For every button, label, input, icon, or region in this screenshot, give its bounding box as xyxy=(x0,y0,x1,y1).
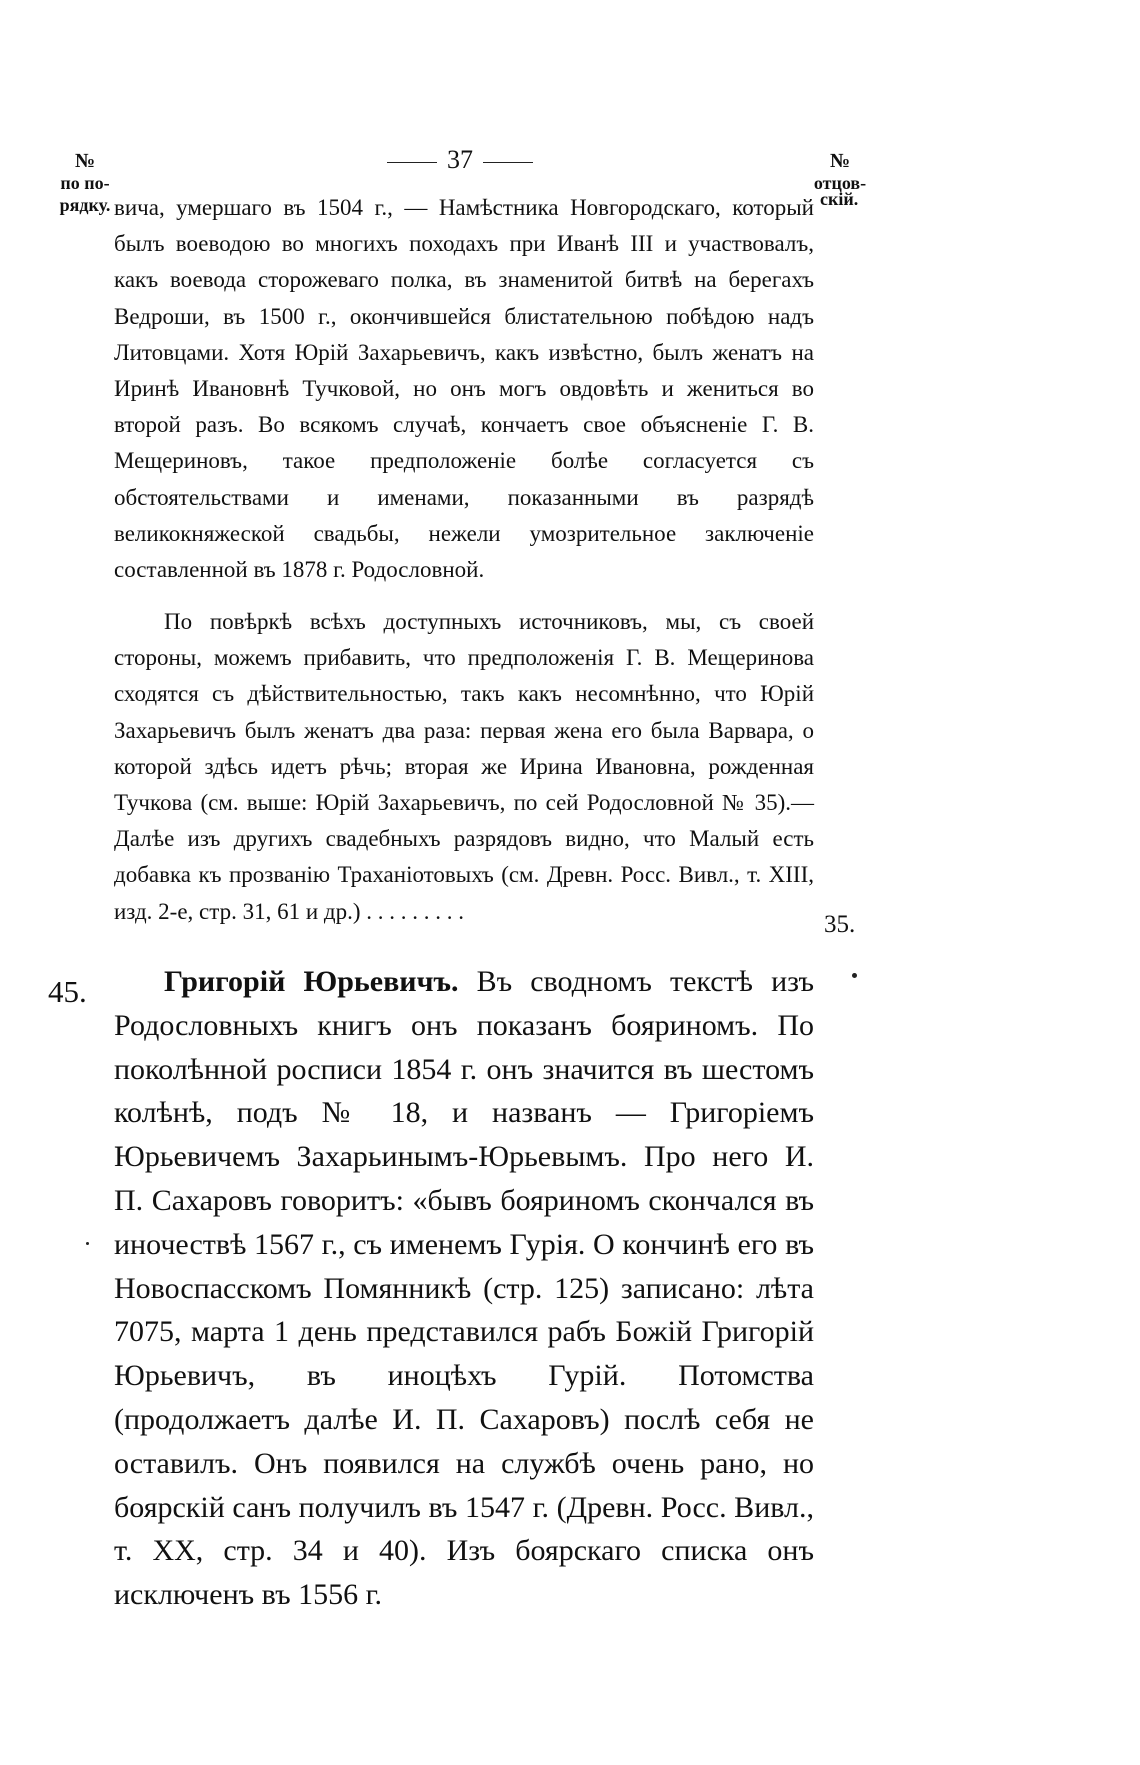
paragraph-verification: По повѣркѣ всѣхъ доступныхъ источниковъ, мы, съ своей стороны, можемъ прибавить, что предположенія Г. В. Мещеринова сходятся съ дѣйствительностью, такъ какъ несомнѣнно, что Юрій Захарьевичъ былъ женатъ два раза: первая жена его была Варвара, о которой здѣсь идетъ рѣчь; вторая же Ирина Ивановна, рожденная Тучкова (см. выше: Юрій Захарьевичъ, по сей Родословной № 35).—Далѣе изъ другихъ свадебныхъ разрядовъ видно, что Малый есть добавка къ прозванію Траханіотовыхъ (см. Древн. Росс. Вивл., т. XIII, изд. 2-е, стр. 31, 61 и др.) . . . . . . . . . xyxy=(114,609,814,924)
entry-name: Григорій Юрьевичъ. xyxy=(164,965,459,998)
left-header-label-cont: рядку. xyxy=(59,195,111,215)
left-number-sign: № xyxy=(74,150,96,172)
paragraph-continuation: вича, умершаго въ 1504 г., — Намѣстника Новгородскаго, который былъ воеводою во многихъ походахъ при Иванѣ III и участвовалъ, какъ воевода сторожеваго полка, въ знаменитой битвѣ на берегахъ Ведроши, въ 1500 г., окончившейся блистательною побѣдою надъ Литовцами. Хотя Юрій Захарьевичъ, какъ извѣстно, былъ женатъ на Иринѣ Ивановнѣ Тучковой, но онъ могъ овдовѣть и жениться во второй разъ. Во всякомъ случаѣ, кончаетъ свое объясненіе Г. В. Мещериновъ, такое предположеніе болѣе согласуется съ обстоятельствами и именами, показанными въ разрядѣ великокняжеской свадьбы, нежели умозрительное заключеніе составленной въ 1878 г. Родословной. xyxy=(114,195,814,583)
right-number-sign: № xyxy=(829,150,851,172)
right-margin-header xyxy=(800,150,880,209)
entry-number: 45. xyxy=(48,974,87,1009)
page-number-dash-left xyxy=(387,162,437,163)
page-number-value: 37 xyxy=(447,145,473,174)
print-speck xyxy=(86,1242,89,1245)
print-speck xyxy=(852,973,857,978)
right-header-label: отцов- xyxy=(813,173,867,193)
entry-text: Въ сводномъ текстѣ изъ Родословныхъ книгъ онъ показанъ бояриномъ. По поколѣнной росписи 1854 г. онъ значится въ шестомъ колѣнѣ, подъ № 18, и названъ — Григоріемъ Юрьевичемъ Захарьинымъ-Юрьевымъ. Про него И. П. Сахаровъ говоритъ: «бывъ бояриномъ скончался въ иночествѣ 1567 г., съ именемъ Гурія. О кончинѣ его въ Новоспасскомъ Помянникѣ (стр. 125) записано: лѣта 7075, марта 1 день представился рабъ Божій Григорій Юрьевичъ, въ иноцѣхъ Гурій. Потомства (продолжаетъ далѣе И. П. Сахаровъ) послѣ себя не оставилъ. Онъ появился на службѣ очень рано, но боярскій санъ получилъ въ 1547 г. (Древн. Росс. Вивл., т. XX, стр. 34 и 40). Изъ боярскаго списка онъ исключенъ въ 1556 г. xyxy=(114,965,814,1612)
right-header-label-cont: скій. xyxy=(820,189,859,209)
page-number xyxy=(365,145,555,175)
left-header-label: по по- xyxy=(60,173,110,193)
page-number-dash-right xyxy=(483,162,533,163)
paragraph-reference-number: 35. xyxy=(824,911,856,938)
entry-body xyxy=(114,960,814,1617)
